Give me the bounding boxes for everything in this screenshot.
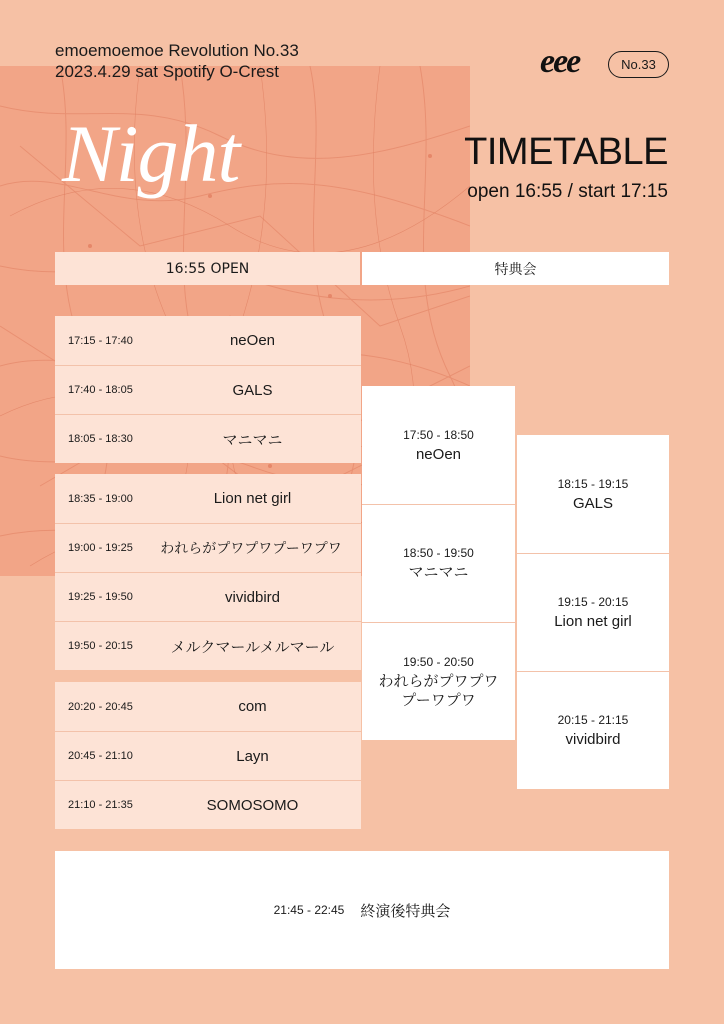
final-tokutenkai xyxy=(55,851,669,969)
event-title: emoemoemoe Revolution No.33 xyxy=(55,41,299,60)
tokutenkai-act: われらがプワプワ プーワプワ xyxy=(378,672,499,709)
slot-act: Layn xyxy=(236,747,269,765)
stage-column-header: 16:55 OPEN xyxy=(55,252,360,285)
tokutenkai-slot xyxy=(517,671,669,789)
tokutenkai-slot xyxy=(362,386,515,504)
slot-act: GALS xyxy=(232,381,273,399)
tokutenkai-slot xyxy=(517,435,669,553)
slot-act: メルクマールメルマール xyxy=(170,638,335,656)
table-row xyxy=(55,780,361,829)
slot-time: 20:20 - 20:45 xyxy=(68,700,133,713)
slot-time: 18:35 - 19:00 xyxy=(68,492,133,505)
tokutenkai-slot xyxy=(517,553,669,671)
final-act: 終演後特典会 xyxy=(360,901,451,920)
slot-act: マニマニ xyxy=(222,431,283,449)
slot-act: neOen xyxy=(229,332,276,349)
slot-act: vividbird xyxy=(224,588,281,606)
slot-act: Lion net girl xyxy=(213,490,292,507)
slot-time: 19:50 - 20:15 xyxy=(68,640,133,652)
tokutenkai-slot xyxy=(362,622,515,740)
tokutenkai-time: 19:50 - 20:50 xyxy=(403,654,474,669)
table-row xyxy=(55,731,361,780)
slot-time: 19:25 - 19:50 xyxy=(68,591,133,603)
stage-block-3 xyxy=(55,682,361,829)
tokutenkai-act: vividbird xyxy=(565,731,621,748)
slot-act: com xyxy=(238,698,267,715)
timetable-title: TIMETABLE xyxy=(464,131,668,173)
table-row xyxy=(55,316,361,365)
tokutenkai-act: GALS xyxy=(572,494,614,512)
slot-time: 18:05 - 18:30 xyxy=(68,433,133,445)
open-start-times: open 16:55 / start 17:15 xyxy=(467,181,668,202)
tokutenkai-act: neOen xyxy=(415,445,462,463)
slot-time: 20:45 - 21:10 xyxy=(68,750,133,762)
tokutenkai-time: 19:15 - 20:15 xyxy=(557,595,629,609)
slot-act: われらがプワプワプーワプワ xyxy=(160,540,342,556)
night-heading: Night xyxy=(62,108,240,199)
stage-block-2 xyxy=(55,474,361,670)
table-row xyxy=(55,523,361,572)
table-row xyxy=(55,621,361,670)
tokutenkai-time: 20:15 - 21:15 xyxy=(557,713,629,727)
tokutenkai-slot xyxy=(362,504,515,622)
tokutenkai-time: 18:15 - 19:15 xyxy=(557,476,629,491)
stage-block-1 xyxy=(55,316,361,463)
slot-time: 17:15 - 17:40 xyxy=(68,334,133,347)
event-date-venue: 2023.4.29 sat Spotify O-Crest xyxy=(55,62,279,81)
table-row xyxy=(55,572,361,621)
table-row xyxy=(55,682,361,731)
tokutenkai-time: 17:50 - 18:50 xyxy=(403,427,474,442)
slot-time: 21:10 - 21:35 xyxy=(68,799,133,811)
tokutenkai-column-header: 特典会 xyxy=(362,252,669,285)
table-row xyxy=(55,414,361,463)
table-row xyxy=(55,474,361,523)
slot-act: SOMOSOMO xyxy=(206,796,299,814)
tokutenkai-time: 18:50 - 19:50 xyxy=(403,546,474,560)
tokutenkai-act: マニマニ xyxy=(408,564,469,581)
issue-badge: No.33 xyxy=(608,51,669,78)
tokutenkai-act: Lion net girl xyxy=(554,613,632,630)
slot-time: 19:00 - 19:25 xyxy=(68,542,133,554)
slot-time: 17:40 - 18:05 xyxy=(68,384,133,396)
final-time: 21:45 - 22:45 xyxy=(273,903,345,917)
table-row xyxy=(55,365,361,414)
eee-logo: eee xyxy=(540,43,580,80)
